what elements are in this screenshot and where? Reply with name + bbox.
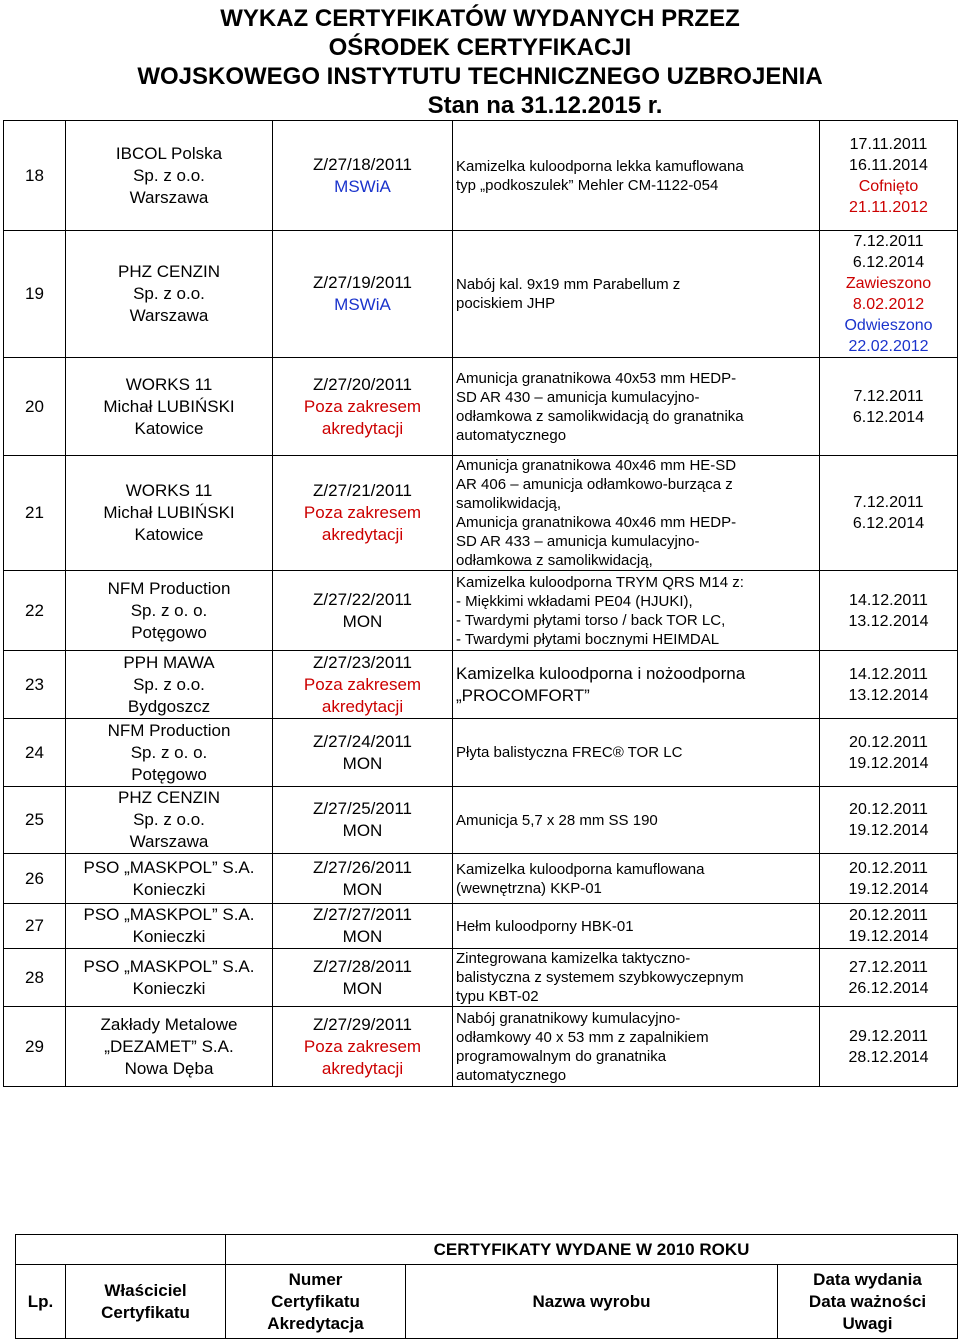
table-row [4,121,958,231]
certificate-dates: 7.12.2011 6.12.2014 [820,456,958,571]
row-number: 20 [4,358,66,456]
product-name: Amunicja 5,7 x 28 mm SS 190 [453,787,820,854]
product-name: Kamizelka kuloodporna i nożoodporna „PROCOMFORT” [453,651,820,719]
certificate-dates: 20.12.2011 19.12.2014 [820,787,958,854]
table-row [4,231,958,358]
title-line-2: OŚRODEK CERTYFIKACJI [328,34,632,61]
certificate-number: Z/27/26/2011 MON [273,854,453,904]
row-number: 25 [4,787,66,854]
product-name: Kamizelka kuloodporna kamuflowana (wewnętrzna) KKP-01 [453,854,820,904]
product-name: Nabój kal. 9x19 mm Parabellum z pociskiem JHP [453,231,820,358]
table-row [4,358,958,456]
certificate-dates: 20.12.2011 19.12.2014 [820,904,958,949]
certificate-number: Z/27/29/2011 Poza zakresem akredytacji [273,1007,453,1087]
certificate-owner: NFM Production Sp. z o. o. Potęgowo [66,719,273,787]
certificate-number: Z/27/24/2011 MON [273,719,453,787]
footer-col-product: Nazwa wyrobu [406,1265,778,1339]
table-row [4,651,958,719]
certificate-dates: 7.12.2011 6.12.2014 Zawieszono 8.02.2012 Odwieszono 22.02.2012 [820,231,958,358]
certificate-owner: NFM Production Sp. z o. o. Potęgowo [66,571,273,651]
certificate-dates: 20.12.2011 19.12.2014 [820,854,958,904]
certificate-dates: 20.12.2011 19.12.2014 [820,719,958,787]
status-date: Stan na 31.12.2015 r. [427,92,663,119]
certificates-table [3,120,958,1087]
certificate-number: Z/27/25/2011 MON [273,787,453,854]
certificate-owner: PSO „MASKPOL” S.A. Konieczki [66,854,273,904]
table-row [4,1007,958,1087]
footer-col-dates: Data wydania Data ważności Uwagi [778,1265,958,1339]
table-row [4,456,958,571]
certificate-number: Z/27/18/2011 MSWiA [273,121,453,231]
certificate-owner: WORKS 11 Michał LUBIŃSKI Katowice [66,358,273,456]
product-name: Nabój granatnikowy kumulacyjno- odłamkowy 40 x 53 mm z zapalnikiem programowalnym do granatnika automatycznego [453,1007,820,1087]
product-name: Kamizelka kuloodporna lekka kamuflowana typ „podkoszulek” Mehler CM-1122-054 [453,121,820,231]
certificate-owner: PHZ CENZIN Sp. z o.o. Warszawa [66,231,273,358]
certificate-dates: 14.12.2011 13.12.2014 [820,571,958,651]
certificate-owner: PSO „MASKPOL” S.A. Konieczki [66,949,273,1007]
row-number: 27 [4,904,66,949]
row-number: 24 [4,719,66,787]
product-name: Płyta balistyczna FREC® TOR LC [453,719,820,787]
product-name: Zintegrowana kamizelka taktyczno- balistyczna z systemem szybkowyczepnym typu KBT-02 [453,949,820,1007]
table-row [4,571,958,651]
certificate-number: Z/27/27/2011 MON [273,904,453,949]
certificate-owner: PPH MAWA Sp. z o.o. Bydgoszcz [66,651,273,719]
table-row [4,787,958,854]
certificate-number: Z/27/19/2011 MSWiA [273,231,453,358]
certificate-owner: PHZ CENZIN Sp. z o.o. Warszawa [66,787,273,854]
row-number: 22 [4,571,66,651]
footer-blank [16,1235,226,1265]
certificate-owner: PSO „MASKPOL” S.A. Konieczki [66,904,273,949]
document-header [0,4,960,120]
certificate-dates: 14.12.2011 13.12.2014 [820,651,958,719]
certificate-owner: WORKS 11 Michał LUBIŃSKI Katowice [66,456,273,571]
row-number: 26 [4,854,66,904]
certificate-number: Z/27/28/2011 MON [273,949,453,1007]
certificate-dates: 7.12.2011 6.12.2014 [820,358,958,456]
certificate-dates: 17.11.2011 16.11.2014 Cofnięto 21.11.2012 [820,121,958,231]
product-name: Kamizelka kuloodporna TRYM QRS M14 z: - Miękkimi wkładami PE04 (HJUKI), - Twardymi płytami torso / back TOR LC, - Twardymi płytami bocznymi HEIMDAL [453,571,820,651]
footer-title: CERTYFIKATY WYDANE W 2010 ROKU [226,1235,958,1265]
row-number: 28 [4,949,66,1007]
certificate-number: Z/27/20/2011 Poza zakresem akredytacji [273,358,453,456]
product-name: Amunicja granatnikowa 40x53 mm HEDP- SD AR 430 – amunicja kumulacyjno- odłamkowa z samolikwidacją do granatnika automatycznego [453,358,820,456]
product-name: Hełm kuloodporny HBK-01 [453,904,820,949]
row-number: 21 [4,456,66,571]
certificate-number: Z/27/23/2011 Poza zakresem akredytacji [273,651,453,719]
certificate-number: Z/27/22/2011 MON [273,571,453,651]
certificate-dates: 29.12.2011 28.12.2014 [820,1007,958,1087]
certificate-number: Z/27/21/2011 Poza zakresem akredytacji [273,456,453,571]
footer-col-number: Numer Certyfikatu Akredytacja [226,1265,406,1339]
row-number: 18 [4,121,66,231]
table-row [4,854,958,904]
footer-col-lp: Lp. [16,1265,66,1339]
product-name: Amunicja granatnikowa 40x46 mm HE-SD AR 406 – amunicja odłamkowo-burząca z samolikwidacją, Amunicja granatnikowa 40x46 mm HEDP- SD AR 433 – amunicja kumulacyjno- odłamkowa z samolikwidacją, [453,456,820,571]
title-line-1: WYKAZ CERTYFIKATÓW WYDANYCH PRZEZ [220,5,740,32]
row-number: 19 [4,231,66,358]
certificate-dates: 27.12.2011 26.12.2014 [820,949,958,1007]
certificate-owner: Zakłady Metalowe „DEZAMET” S.A. Nowa Dęba [66,1007,273,1087]
footer-col-owner: Właściciel Certyfikatu [66,1265,226,1339]
table-row [4,949,958,1007]
footer-table [15,1234,958,1339]
table-row [4,719,958,787]
title-line-3: WOJSKOWEGO INSTYTUTU TECHNICZNEGO UZBROJENIA [137,63,823,90]
row-number: 29 [4,1007,66,1087]
row-number: 23 [4,651,66,719]
certificate-owner: IBCOL Polska Sp. z o.o. Warszawa [66,121,273,231]
table-row [4,904,958,949]
